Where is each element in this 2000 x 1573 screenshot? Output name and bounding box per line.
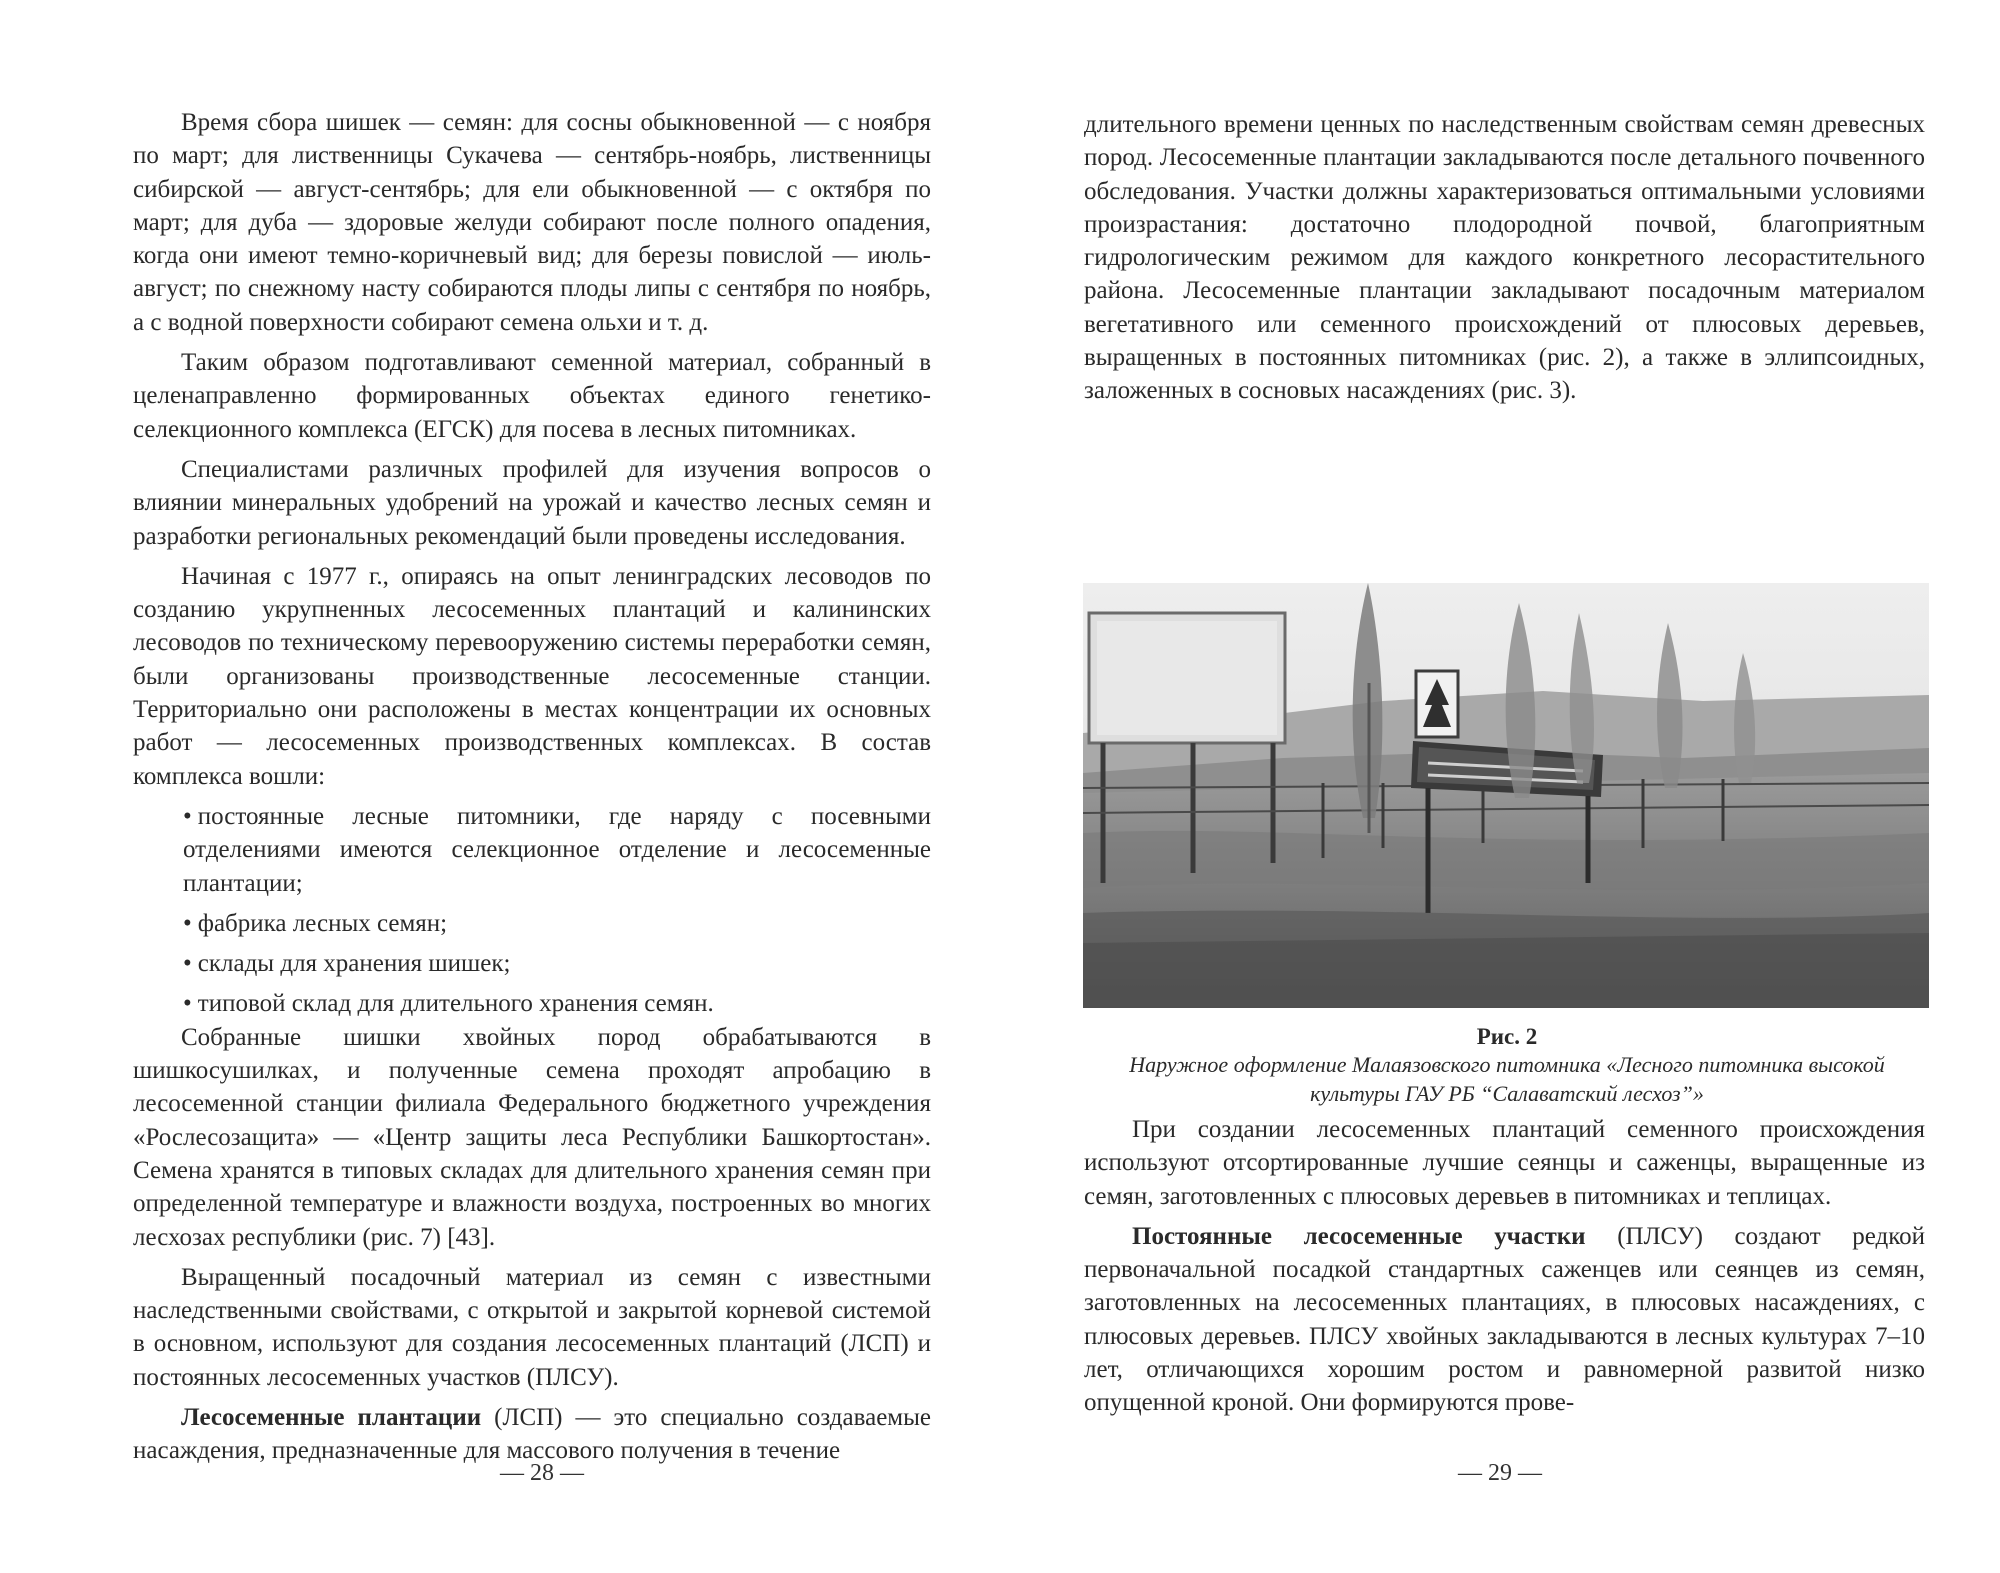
bullet-mark: • (183, 909, 192, 937)
list-item (133, 987, 931, 1020)
page-number: — 28 — (500, 1460, 584, 1486)
term-bold: Постоянные лесосеменные участки (1132, 1222, 1586, 1250)
nursery-photo-illustration (1083, 583, 1929, 1008)
list-item-text: постоянные лесные питомники, где наряду с посевными отделениями имеются селекционное отделение и лесосеменные плантации; (183, 802, 931, 897)
bullet-mark: • (183, 990, 192, 1018)
list-item (133, 907, 931, 940)
paragraph: Время сбора шишек — семян: для сосны обыкновенной — с ноября по март; для лиственницы Сукачева — сентябрь-ноябрь, лиственницы сибирской — август-сентябрь; для ели обыкновенной — с октября по март; для дуба — здоровые желуди собирают после полного опадения, когда они имеют темно-коричневый вид; для березы повислой — июль-август; по снежному насту собираются плоды липы с сентября по ноябрь, а с водной поверхности собирают семена ольхи и т. д. (133, 109, 931, 336)
paragraph: Таким образом подготавливают семенной материал, собранный в целенаправленно формированных объектах единого генетико-селекционного комплекса (ЕГСК) для посева в лесных питомниках. (133, 349, 931, 443)
paragraph-text: (ПЛСУ) создают редкой первоначальной посадкой стандартных саженцев или сеянцев из семян, заготовленных на лесосеменных плантациях, в плюсовых насаждениях, с плюсовых деревьев. ПЛСУ хвойных закладываются в лесных культурах 7–10 лет, отличающихся хорошим ростом и равномерной развитой низко опущенной кроной. Они формируются прове- (1084, 1222, 1925, 1417)
paragraph: длительного времени ценных по наследственным свойствам семян древесных пород. Лесосеменные плантации закладываются после детального почвенного обследования. Участки должны характеризоваться оптимальными условиями произрастания: достаточно плодородной почвой, благоприятным гидрологическим режимом для каждого конкретного лесорастительного района. Лесосеменные плантации закладывают посадочным материалом вегетативного или семенного происхождений от плюсовых деревьев, выращенных в постоянных питомниках (рис. 2), а также в эллипсоидных, заложенных в сосновых насаждениях (рис. 3). (1084, 111, 1925, 405)
bullet-mark: • (183, 802, 192, 830)
figure-photo (1083, 583, 1929, 1008)
right-text-column-bottom (1084, 1113, 1925, 1420)
list-item-text: фабрика лесных семян; (197, 909, 448, 937)
paragraph (133, 1401, 931, 1468)
list-item-text: склады для хранения шишек; (197, 950, 511, 978)
paragraph: При создании лесосеменных плантаций семенного происхождения используют отсортированные лучшие сеянцы и саженцы, выращенные из семян, заготовленных с плюсовых деревьев в питомниках и теплицах. (1084, 1116, 1925, 1210)
right-text-column-top (1084, 108, 1925, 408)
page-number: — 29 — (1458, 1460, 1542, 1486)
term-bold: Лесосеменные плантации (181, 1403, 482, 1431)
paragraph: Начиная с 1977 г., опираясь на опыт ленинградских лесоводов по созданию укрупненных лесосеменных плантаций и калининских лесоводов по техническому перевооружению системы переработки семян, были организованы производственные лесосеменные станции. Территориально они расположены в местах концентрации их основных работ — лесосеменных производственных комплексах. В состав комплекса вошли: (133, 562, 931, 790)
list-item-text: типовой склад для длительного хранения семян. (197, 990, 714, 1018)
right-page (1000, 0, 2000, 1573)
paragraph (1084, 1220, 1925, 1420)
bullet-mark: • (183, 950, 192, 978)
paragraph-text: (ЛСП) — это специально создаваемые насаждения, предназначенные для массового получения в течение (133, 1403, 931, 1465)
list-item (133, 800, 931, 900)
left-text-column (133, 106, 931, 1468)
figure-title: Рис. 2 (1476, 1024, 1538, 1049)
list-item (133, 947, 931, 980)
paragraph: Выращенный посадочный материал из семян с известными наследственными свойствами, с открытой и закрытой корневой системой в основном, используют для создания лесосеменных плантаций (ЛСП) и постоянных лесосеменных участков (ПЛСУ). (133, 1263, 931, 1391)
paragraph: Собранные шишки хвойных пород обрабатываются в шишкосушилках, и полученные семена проходят апробацию в лесосеменной станции филиала Федерального бюджетного учреждения «Рослесозащита» — «Центр защиты леса Республики Башкортостан». Семена хранятся в типовых складах для длительного хранения семян при определенной температуре и влажности воздуха, построенных во многих лесхозах республики (рис. 7) [43]. (133, 1023, 931, 1251)
figure-caption: Наружное оформление Малаязовского питомника «Лесного питомника высокой культуры ГАУ РБ “Салаватский лесхоз”» (1129, 1052, 1885, 1106)
paragraph: Специалистами различных профилей для изучения вопросов о влиянии минеральных удобрений на урожай и качество лесных семян и разработки региональных рекомендаций были проведены исследования. (133, 455, 931, 550)
